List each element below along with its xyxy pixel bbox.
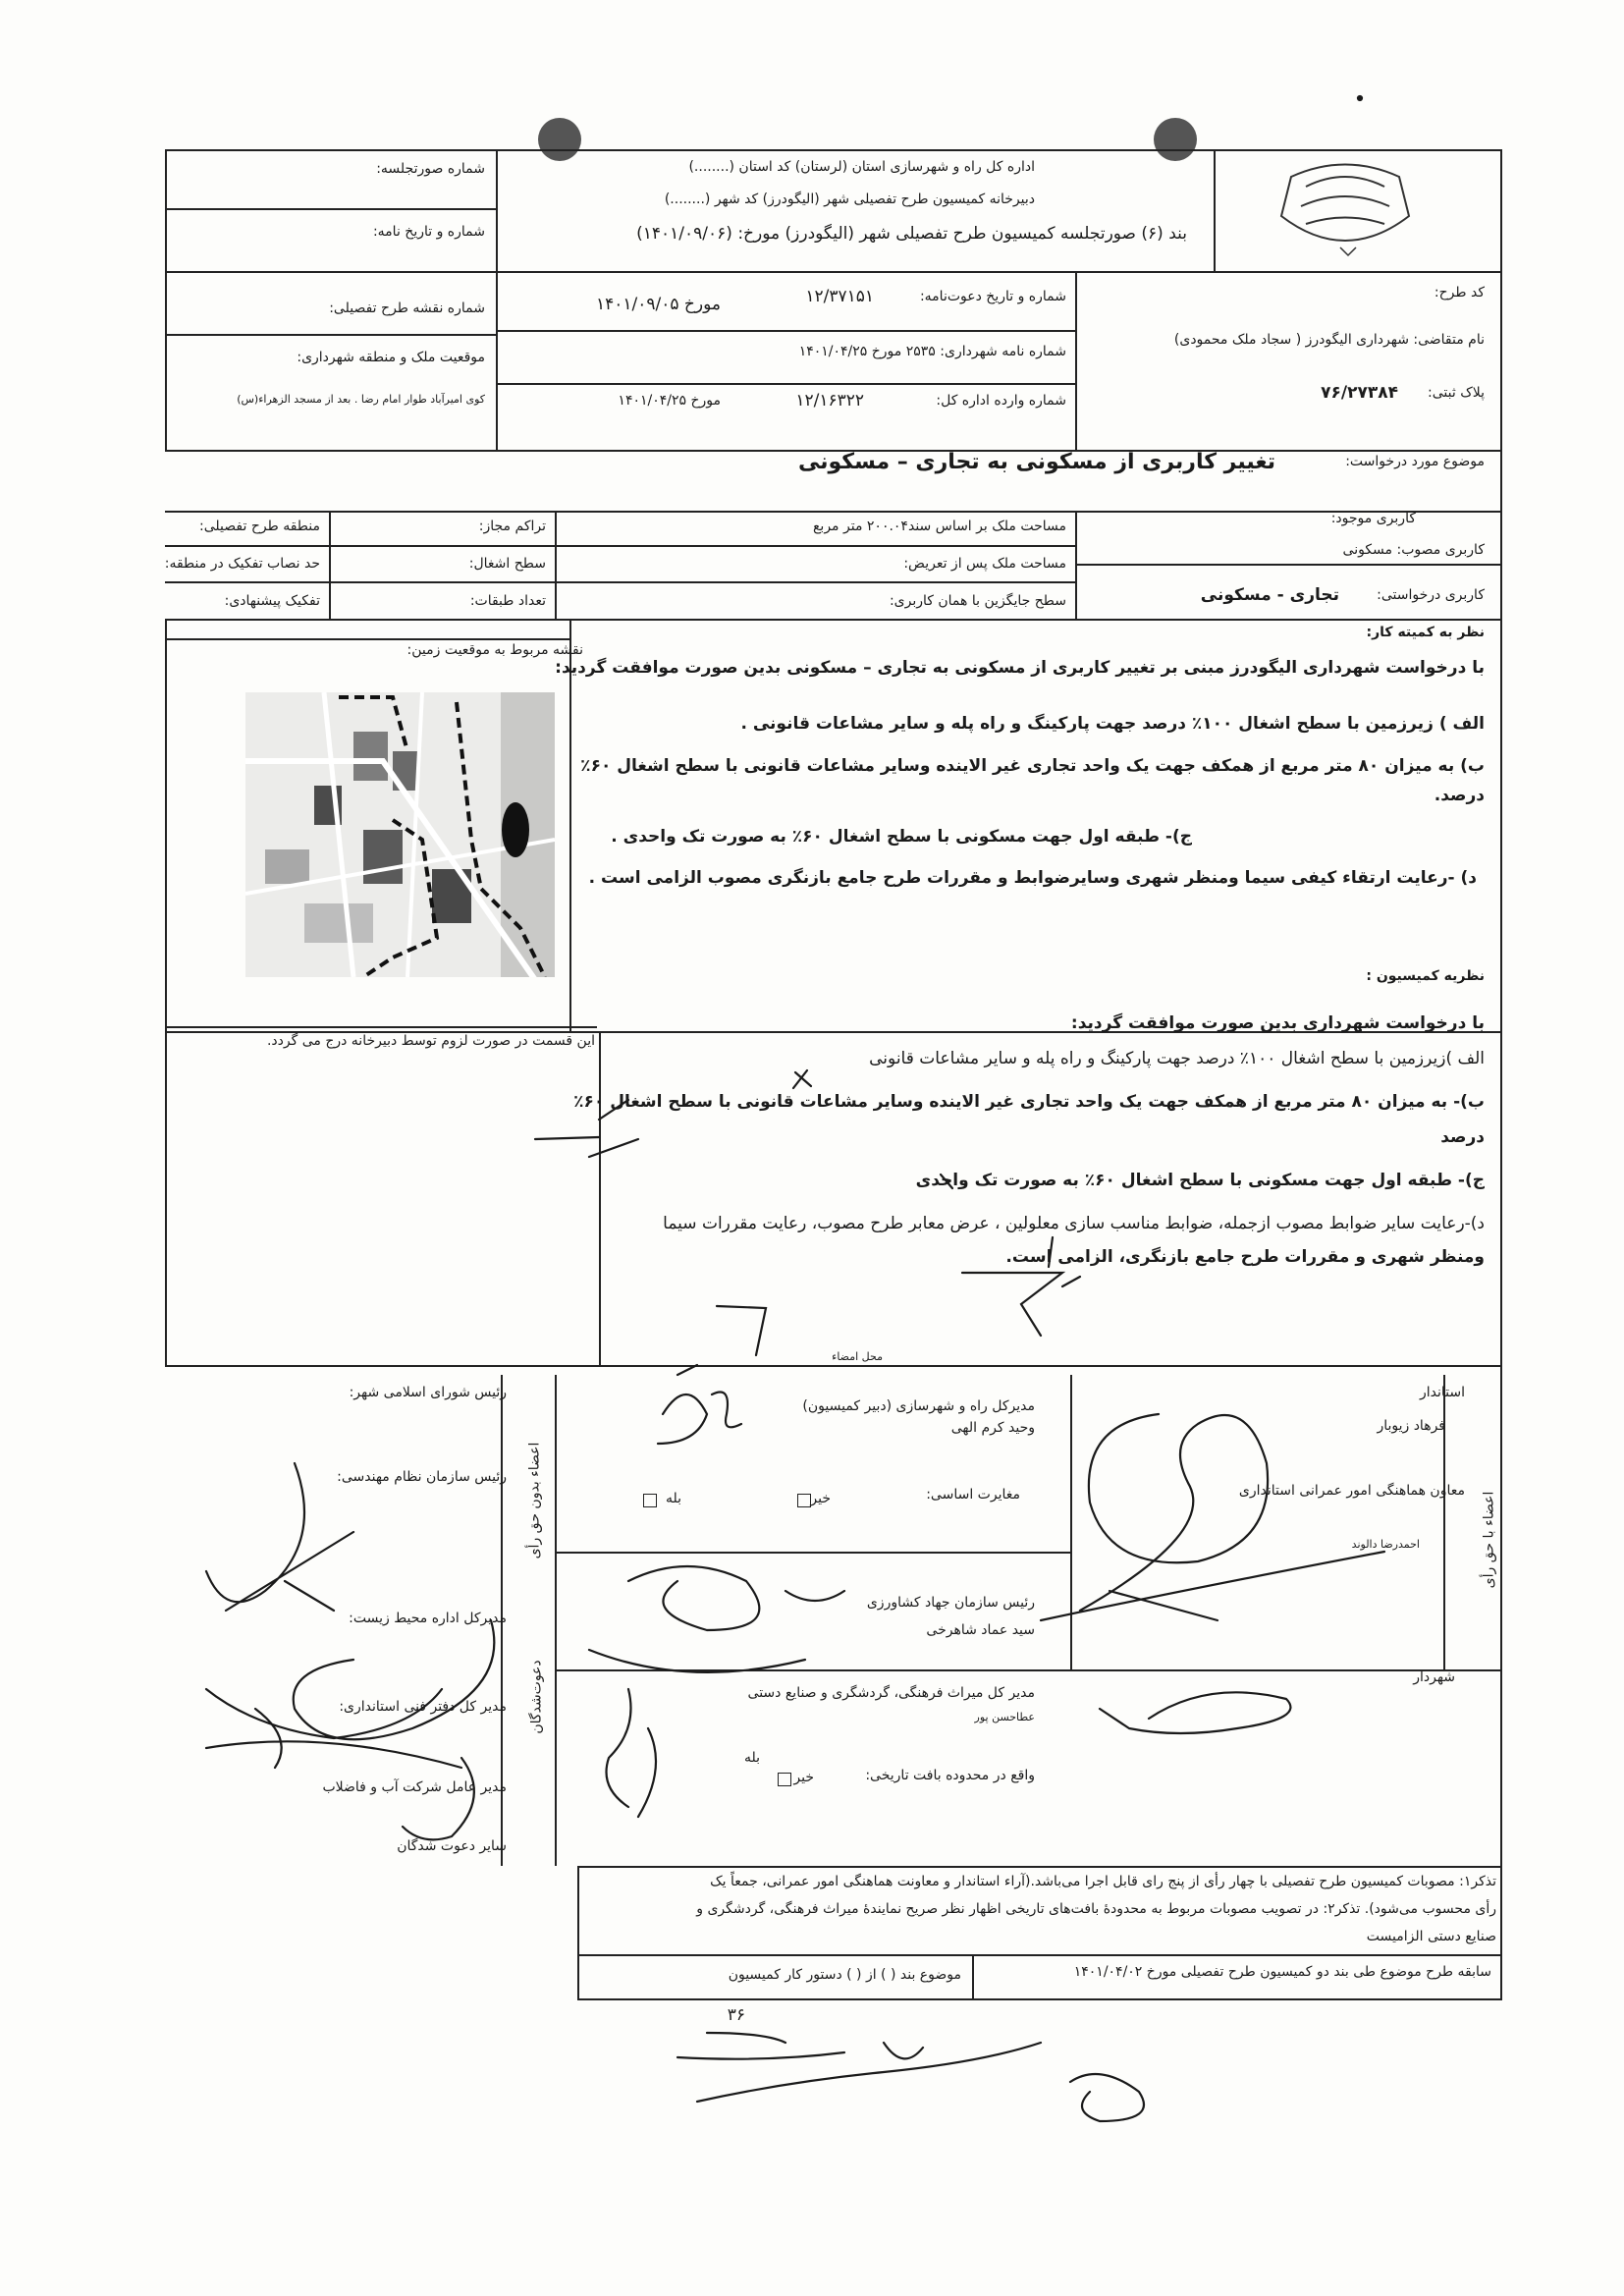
incoming-label: شماره وارده اداره کل:: [936, 393, 1066, 409]
commission-item-d-cont: ومنظر شهری و مقررات طرح جامع بازنگری، الزامی است.: [1005, 1247, 1485, 1267]
expert-intro: با درخواست شهرداری الیگودرز مبنی بر تغییر کاربری از مسکونی به تجاری – مسکونی بدین صورت موافقت گردید:: [555, 658, 1485, 678]
subject-ref: موضوع بند ( ) از ( ) دستور کار کمیسیون: [728, 1967, 961, 1983]
requested-use-label: کاربری درخواستی:: [1377, 587, 1485, 603]
invited-title: سایر دعوت شدگان: [397, 1838, 507, 1854]
secretariat-note: این قسمت در صورت لزوم توسط دبیرخانه درج می گردد.: [266, 1033, 595, 1049]
governor-title: استاندار: [1419, 1385, 1465, 1400]
map-number-label: شماره نقشه طرح تفصیلی:: [329, 301, 485, 316]
invite-number: ۱۲/۳۷۱۵۱: [805, 287, 874, 306]
deputy-title: معاون هماهنگی امور عمرانی استانداری: [1238, 1483, 1465, 1499]
governor-name: فرهاد زیوبار: [1377, 1418, 1445, 1434]
plate-label: پلاک ثبتی:: [1428, 385, 1485, 401]
page-number: ۳۶: [727, 2005, 745, 2025]
historic-label: واقع در محدوده بافت تاریخی:: [865, 1768, 1035, 1783]
invite-label: شماره و تاریخ دعوت‌نامه:: [919, 289, 1066, 304]
water-title: مدیر عامل شرکت آب و فاضلاب: [322, 1779, 507, 1795]
fundamental-yes[interactable]: بله: [665, 1491, 681, 1506]
agri-title: رئیس سازمان جهاد کشاورزی: [866, 1595, 1035, 1611]
commission-title: نظریه کمیسیون :: [1366, 968, 1485, 984]
roads-dg-title: مدیرکل راه و شهرسازی (دبیر کمیسیون): [802, 1398, 1035, 1414]
incoming-number: ۱۲/۱۶۳۲۲: [795, 391, 864, 410]
density-label: تراکم مجاز:: [478, 519, 546, 534]
engineering-title: رئیس سازمان نظام مهندسی:: [337, 1469, 507, 1485]
environment-title: مدیرکل اداره محیط زیست:: [349, 1611, 507, 1626]
zone-label: منطقه طرح تفصیلی:: [199, 519, 320, 534]
invite-date: مورخ ۱۴۰۱/۰۹/۰۵: [596, 295, 721, 314]
header-line-2: دبیرخانه کمیسیون طرح تفصیلی شهر (الیگودرز) کد شهر (........): [664, 191, 1035, 207]
location-value: کوی امیرآباد طوار امام رضا . بعد از مسجد الزهراء(س): [237, 393, 485, 406]
coverage-label: سطح اشغال:: [468, 556, 546, 572]
deputy-name: احمدرضا دالوند: [1351, 1538, 1420, 1551]
proposed-subdivision-label: تفکیک پیشنهادی:: [224, 593, 320, 609]
historic-yes[interactable]: بله: [743, 1750, 760, 1766]
expert-title: نظر به کمیته کار:: [1366, 625, 1485, 640]
invitees-label: دعوت‌شدگان: [528, 1660, 545, 1734]
commission-item-b: ب)- به میزان ۸۰ متر مربع از همکف جهت یک واحد تجاری غیر الاینده وسایر مشاعات قانونی با سطح اشغال ۶۰٪: [573, 1092, 1485, 1112]
expert-item-b: ب) به میزان ۸۰ متر مربع از همکف جهت یک واحد تجاری غیر الاینده وسایر مشاعات قانونی با سطح اشغال ۶۰٪: [580, 756, 1485, 776]
expert-item-b-cont: درصد.: [1434, 786, 1485, 805]
area-label: مساحت ملک بر اساس سند۲۰۰.۰۴ متر مربع: [812, 519, 1066, 534]
map-caption: نقشه مربوط به موقعیت زمین:: [406, 642, 583, 658]
commission-item-b-cont: درصد: [1440, 1127, 1485, 1147]
area-after-label: مساحت ملک پس از تعریض:: [903, 556, 1066, 572]
current-use-label: کاربری موجود:: [1330, 511, 1416, 526]
plan-code-label: کد طرح:: [1434, 285, 1485, 301]
note-3: صنایع دستی الزامیست: [1366, 1929, 1496, 1944]
historic-no[interactable]: خیر: [793, 1770, 814, 1785]
fundamental-label: مغایرت اساسی:: [926, 1487, 1020, 1503]
commission-item-d: د)-رعایت سایر ضوابط مصوب ازجمله، ضوابط مناسب سازی معلولین ، عرض معابر طرح مصوب، رعایت مقررات سیما: [663, 1214, 1485, 1233]
municipality-letter: شماره نامه شهرداری: ۲۵۳۵ مورخ ۱۴۰۱/۰۴/۲۵: [798, 344, 1066, 359]
council-title: رئیس شورای اسلامی شهر:: [349, 1385, 507, 1400]
fundamental-no[interactable]: خیر: [810, 1491, 831, 1506]
subject-value: تغییر کاربری از مسکونی به تجاری – مسکونی: [797, 450, 1275, 474]
subject-label: موضوع مورد درخواست:: [1345, 454, 1485, 469]
history-note: سابقه طرح موضوع طی بند دو کمیسیون طرح تفصیلی مورخ ۱۴۰۱/۰۴/۰۲: [1073, 1964, 1491, 1980]
header-line-1: اداره کل راه و شهرسازی استان (لرستان) کد استان (........): [688, 159, 1035, 175]
approved-use: کاربری مصوب: مسکونی: [1342, 542, 1485, 558]
session-number-label: شماره صورتجلسه:: [376, 161, 485, 177]
requested-use-value: تجاری - مسکونی: [1200, 585, 1339, 605]
technical-title: مدیر کل دفتر فنی استانداری:: [339, 1699, 507, 1715]
heritage-title: مدیر کل میراث فرهنگی، گردشگری و صنایع دستی: [747, 1685, 1035, 1701]
commission-item-c: ج)- طبقه اول جهت مسکونی با سطح اشغال ۶۰٪ به صورت تک واحدی: [915, 1171, 1485, 1190]
signature-area-header: محل امضاء: [832, 1350, 883, 1363]
roads-dg-name: وحید کرم الهی: [950, 1420, 1035, 1436]
expert-item-c: ج)- طبقه اول جهت مسکونی با سطح اشغال ۶۰٪ به صورت تک واحدی .: [611, 827, 1192, 847]
applicant-label: نام متقاضی: شهرداری الیگودرز ( سجاد ملک محمودی): [1173, 332, 1485, 348]
letter-number-label: شماره و تاریخ نامه:: [372, 224, 485, 240]
voting-members-label: اعضاء با حق رأی: [1481, 1491, 1497, 1589]
min-subdivision-label: حد نصاب تفکیک در منطقه:: [164, 556, 320, 572]
expert-item-a: الف ) زیرزمین با سطح اشغال ۱۰۰٪ درصد جهت پارکینگ و راه پله و سایر مشاعات قانونی .: [740, 714, 1485, 734]
mayor-title: شهردار: [1413, 1669, 1455, 1685]
agri-name: سید عماد شاهرخی: [926, 1622, 1035, 1638]
location-label: موقعیت ملک و منطقه شهرداری:: [297, 350, 485, 365]
expert-item-d: د) -رعایت ارتقاء کیفی سیما ومنظر شهری وسایرضوابط و مقررات طرح جامع بازنگری مصوب الزامی است .: [588, 868, 1477, 888]
floors-label: تعداد طبقات:: [469, 593, 546, 609]
note-2: رأی محسوب می‌شود). تذکر۲: در تصویب مصوبات مربوط به محدودهٔ بافت‌های تاریخی اظهار نظر صریح نمایندهٔ میراث فرهنگی، گردشگری و: [696, 1901, 1496, 1917]
incoming-date: مورخ ۱۴۰۱/۰۴/۲۵: [618, 393, 721, 409]
nonvoting-members-label: اعضاء بدون حق رأی: [526, 1442, 543, 1559]
heritage-name: عطاحسن پور: [974, 1711, 1035, 1723]
header-line-3: بند (۶) صورتجلسه کمیسیون طرح تفصیلی شهر (الیگودرز) مورخ: (۱۴۰۱/۰۹/۰۶): [636, 224, 1187, 244]
commission-item-a: الف )زیرزمین با سطح اشغال ۱۰۰٪ درصد جهت پارکینگ و راه پله و سایر مشاعات قانونی: [869, 1049, 1485, 1068]
note-1: تذکر۱: مصوبات کمیسیون طرح تفصیلی با چهار رأی از پنج رای قابل اجرا می‌باشد.(آراء استاندار و معاونت هماهنگی امور عمرانی، جمعاً یک: [710, 1874, 1496, 1889]
plate-value: ۷۶/۲۷۳۸۴: [1321, 383, 1398, 403]
commission-intro: با درخواست شهرداری بدین صورت موافقت گردید:: [1070, 1013, 1485, 1033]
replacement-label: سطح جایگزین با همان کاربری:: [889, 593, 1066, 609]
